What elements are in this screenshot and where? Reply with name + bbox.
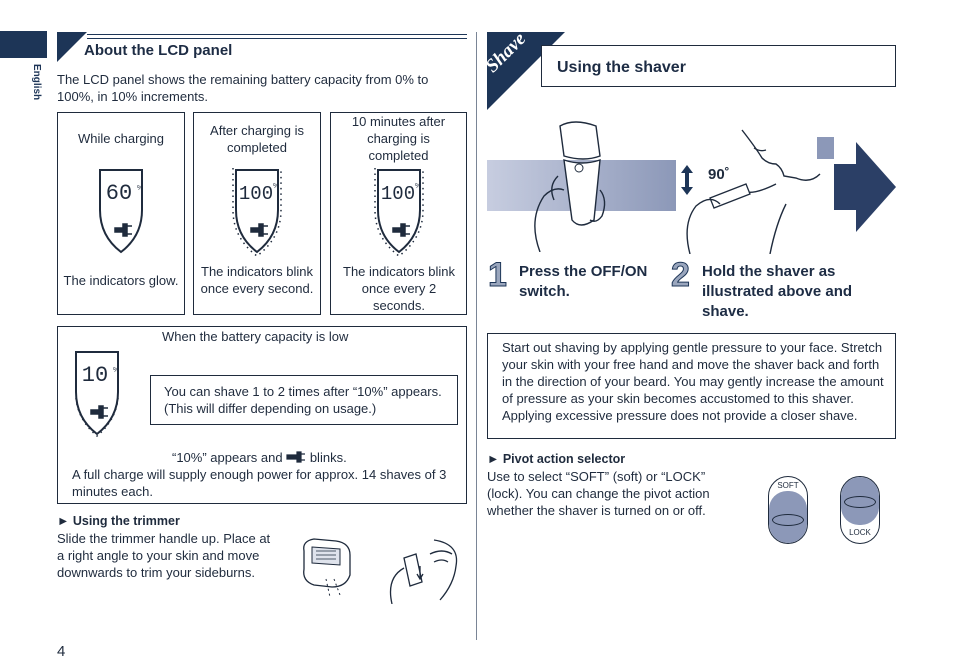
lcd-digits: 100 [238,183,274,205]
pivot-switch-lock [840,476,880,544]
low-battery-note: You can shave 1 to 2 times after “10%” appears. (This will differ depending on usage.) [150,375,458,425]
pivot-switch-soft [768,476,808,544]
trimmer-head-illustration [296,535,362,597]
page-number: 4 [57,643,66,660]
shave-section-title: Using the shaver [557,59,686,76]
lcd-digits: 10 [81,363,109,388]
panel-heading: While charging [78,131,164,146]
shaving-instructions: Start out shaving by applying gentle pressure to your face. Stretch your skin with your free hand and move the shaver back and forth in the direction of your beard. You may gently increase the amount of pressure as your skin becomes accustomed to this shaver. Applying excessive pressure does not provide a closer shave. [487,333,896,439]
pivot-text: Use to select “SOFT” (soft) or “LOCK” (lock). You can change the pivot action whether the shaver is turned on or off. [487,469,710,518]
lcd-digits: 60 [105,181,133,206]
angle-label: 90˚ [708,166,730,183]
low-battery-heading: When the battery capacity is low [162,329,349,344]
lcd-section-title: About the LCD panel [84,42,233,59]
panel-heading: After charging is completed [210,123,304,155]
shaving-face-illustration [676,128,836,254]
soft-label: SOFT [777,481,799,490]
plug-icon [286,451,306,463]
column-divider [476,32,477,640]
panel-caption: The indicators glow. [63,273,179,288]
svg-text:%: % [273,183,280,190]
blink-line: “10%” appears and blinks. [172,450,347,465]
lcd-display-low-icon [72,348,122,438]
step-number: 2 [671,256,690,294]
panel-caption: The indicators blink once every 2 seconds. [343,264,455,313]
trimmer-text: Slide the trimmer handle up. Place at a right angle to your skin and move downwards to trim your sideburns. [57,531,271,580]
language-label: English [31,64,42,101]
trimming-sideburns-illustration [372,538,464,604]
shave-tab-label: Shave [481,28,531,77]
trimmer-title: ► Using the trimmer [57,514,180,528]
panel-caption: The indicators blink once every second. [200,264,314,296]
svg-text:%: % [113,367,120,374]
lock-label: LOCK [849,528,871,537]
shaver-on-off-illustration [524,120,614,252]
next-step-arrow [834,142,896,232]
lcd-display-icon [96,166,146,256]
pivot-title: ► Pivot action selector [487,452,626,466]
step-text: Hold the shaver as illustrated above and shave. [702,263,853,320]
svg-text:%: % [415,183,422,190]
language-tab [0,31,47,58]
lcd-display-blinking-icon [232,166,282,256]
lcd-intro: The LCD panel shows the remaining battery capacity from 0% to 100%, in 10% increments. [57,72,429,104]
lcd-display-blinking-icon [374,166,424,256]
step-text: Press the OFF/ON switch. [519,263,648,300]
panel-heading: 10 minutes after charging is completed [351,114,446,163]
svg-text:%: % [137,185,144,192]
step-number: 1 [488,256,507,294]
lcd-digits: 100 [380,183,416,205]
full-charge-text: A full charge will supply enough power for approx. 14 shaves of 3 minutes each. [72,467,447,499]
